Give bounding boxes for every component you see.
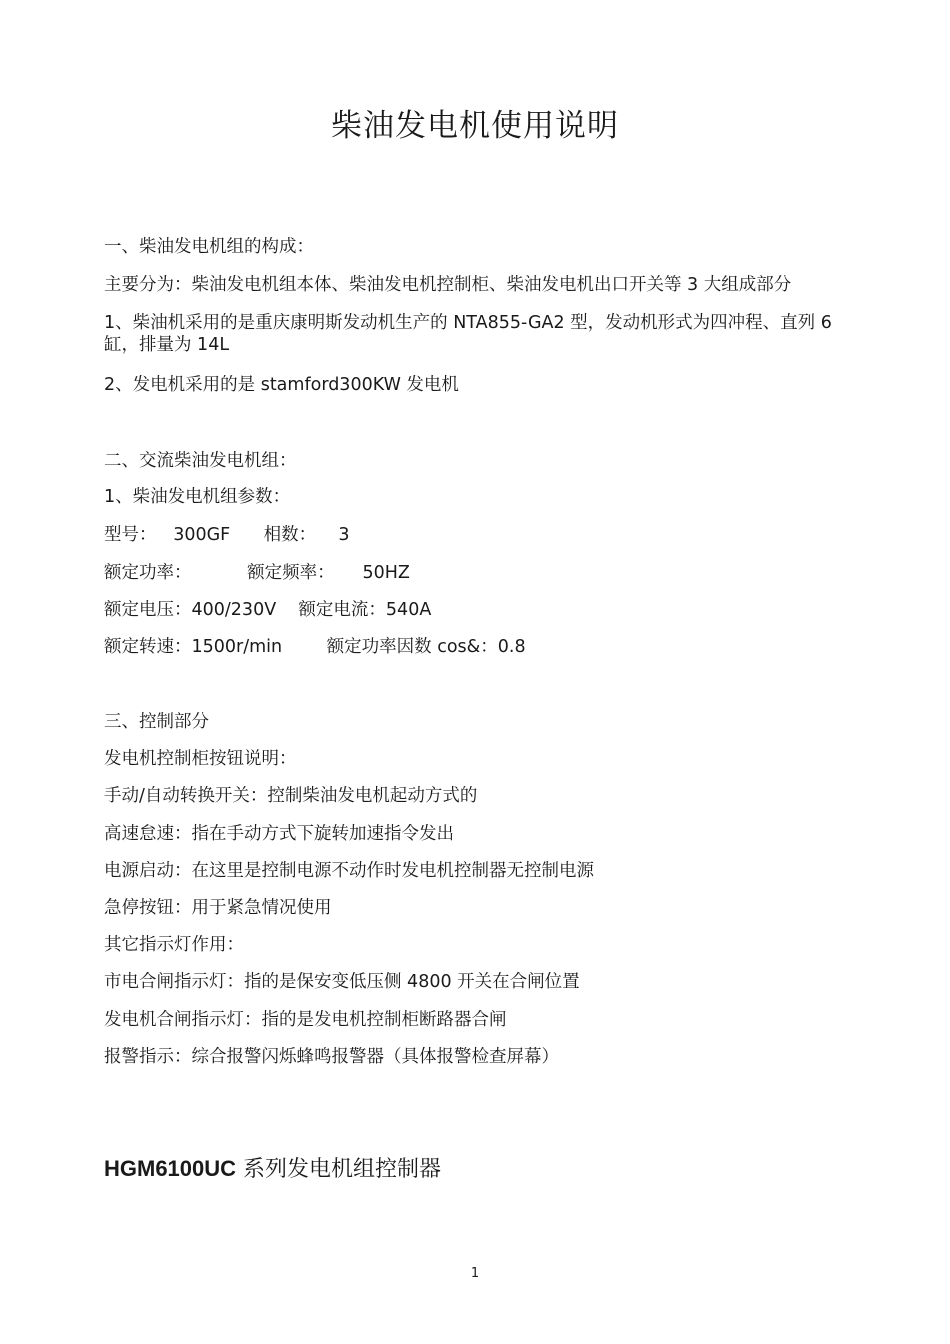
section-1-item-1: 1、柴油机采用的是重庆康明斯发动机生产的 NTA855-GA2 型，发动机形式为四冲程、直列 6 缸，排量为 14L [104,313,832,355]
section-1-heading: 一、柴油发电机组的构成： [104,237,314,257]
page-number: 1 [470,1266,480,1281]
section-3-heading: 三、控制部分 [104,712,209,732]
param-row-power: 额定功率： 额定频率： 50HZ [104,563,410,583]
param-row-model: 型号： 300GF 相数： 3 [104,525,350,545]
page-title: 柴油发电机使用说明 [331,108,619,144]
param-row-speed: 额定转速：1500r/min 额定功率因数 cos&：0.8 [104,637,526,657]
controller-suffix: 系列发电机组控制器 [236,1157,442,1182]
button-desc-emergency-stop: 急停按钮：用于紧急情况使用 [104,898,332,918]
button-desc-mode-switch: 手动/自动转换开关：控制柴油发电机起动方式的 [104,786,478,806]
controller-model: HGM6100UC [104,1156,237,1181]
light-desc-alarm: 报警指示：综合报警闪烁蜂鸣报警器（具体报警检查屏幕） [104,1047,559,1067]
controller-heading [104,1152,441,1183]
light-desc-generator: 发电机合闸指示灯：指的是发电机控制柜断路器合闸 [104,1010,507,1030]
lights-title: 其它指示灯作用： [104,935,244,955]
light-desc-mains: 市电合闸指示灯：指的是保安变低压侧 4800 开关在合闸位置 [104,972,580,992]
buttons-title: 发电机控制柜按钮说明： [104,749,297,769]
param-row-voltage: 额定电压：400/230V 额定电流：540A [104,600,432,620]
params-title: 1、柴油发电机组参数： [104,487,291,507]
button-desc-idle: 高速怠速：指在手动方式下旋转加速指令发出 [104,824,454,844]
section-2-heading: 二、交流柴油发电机组： [104,451,297,471]
section-1-intro: 主要分为：柴油发电机组本体、柴油发电机控制柜、柴油发电机出口开关等 3 大组成部分 [104,275,792,295]
section-1-item-2: 2、发电机采用的是 stamford300KW 发电机 [104,375,459,395]
button-desc-power-start: 电源启动：在这里是控制电源不动作时发电机控制器无控制电源 [104,861,594,881]
